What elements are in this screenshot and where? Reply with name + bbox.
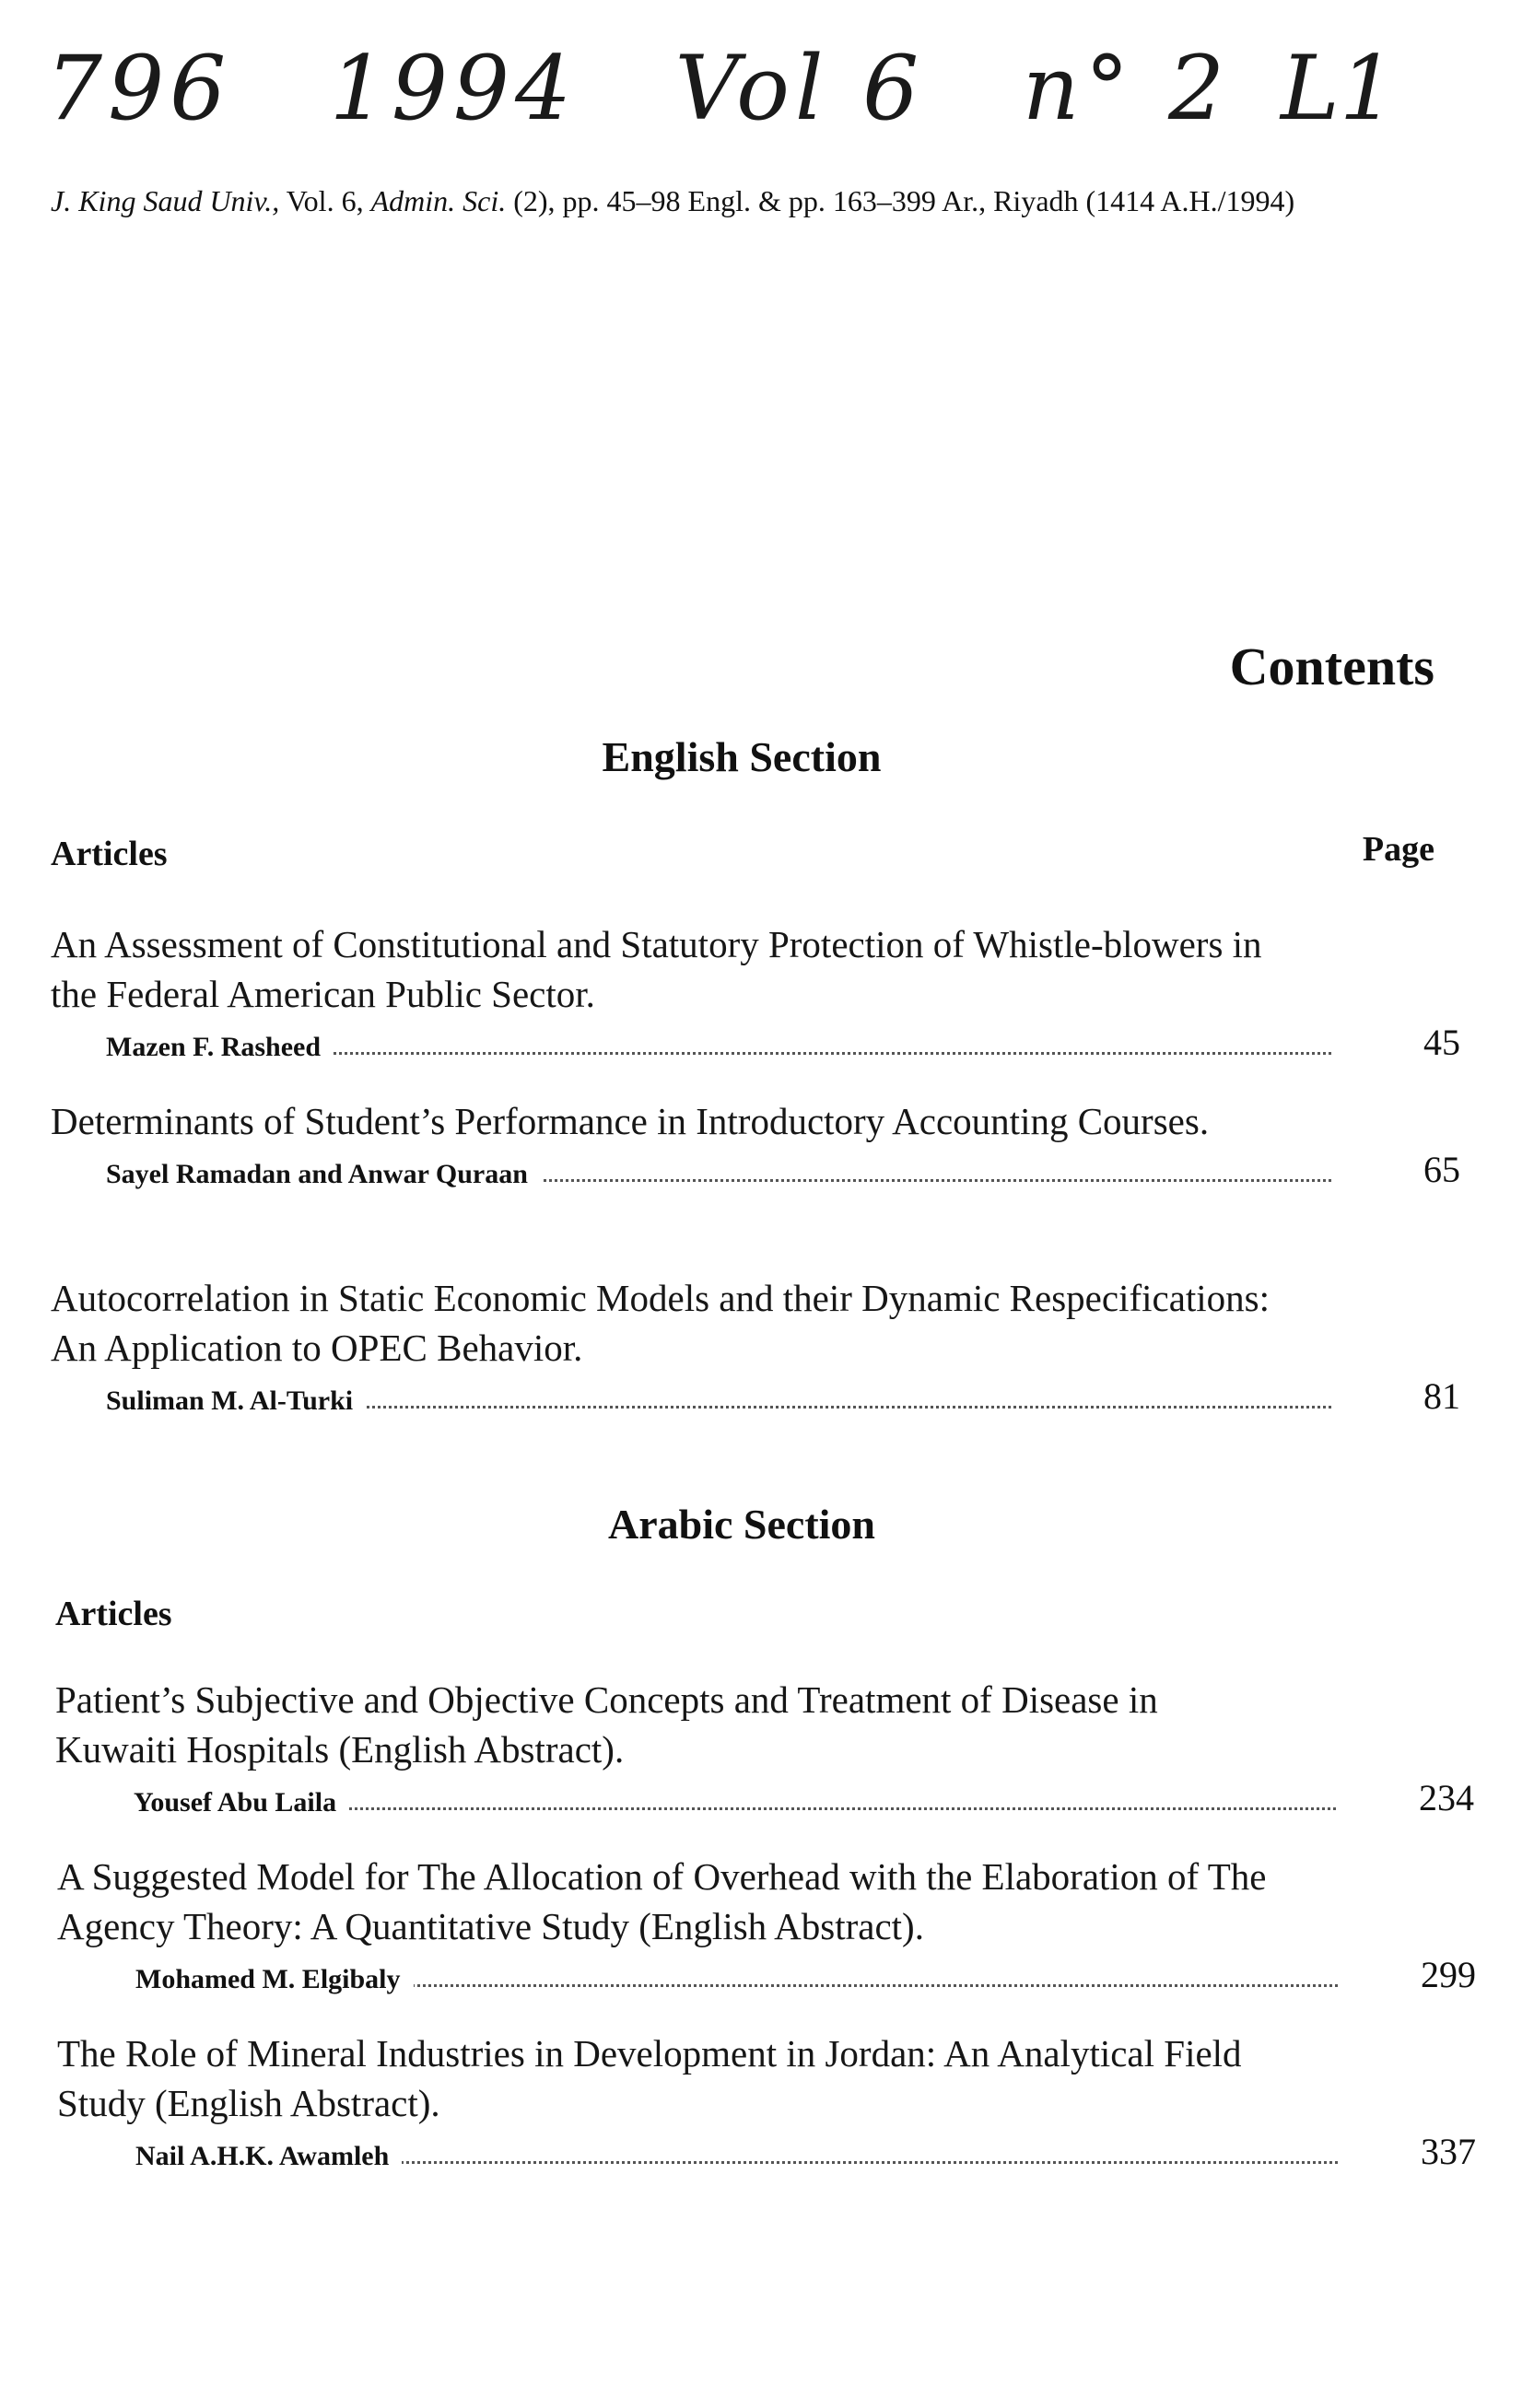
- article-page-number: 45: [1423, 1022, 1460, 1063]
- article-author: Nail A.H.K. Awamleh: [135, 2141, 402, 2172]
- handwritten-volume: Vol 6: [674, 37, 925, 140]
- article-page-number: 234: [1419, 1777, 1474, 1818]
- article-page-number: 337: [1421, 2131, 1476, 2172]
- article-title: Patient’s Subjective and Objective Concepts and Treatment of Disease in Kuwaiti Hospitals (English Abstract).: [55, 1678, 1158, 1771]
- article-title: The Role of Mineral Industries in Development in Jordan: An Analytical Field Study (English Abstract).: [57, 2032, 1242, 2124]
- handwritten-year: 1994: [329, 37, 578, 140]
- arabic-articles-label: Articles: [55, 1595, 172, 1633]
- citation-series: Admin. Sci.: [370, 184, 507, 217]
- toc-entry: [51, 1273, 1460, 1424]
- article-author: Suliman M. Al-Turki: [106, 1385, 366, 1417]
- journal-citation: [51, 184, 1294, 218]
- article-title: Determinants of Student’s Performance in Introductory Accounting Courses.: [51, 1100, 1210, 1142]
- toc-entry: [57, 2028, 1476, 2180]
- english-section-title: English Section: [602, 733, 882, 780]
- citation-volume: Vol. 6,: [279, 184, 371, 217]
- page-title: Contents: [1229, 637, 1434, 696]
- page-column-label: Page: [1362, 830, 1434, 869]
- article-page-number: 81: [1423, 1375, 1460, 1417]
- handwritten-catalog-number: 796: [46, 37, 232, 140]
- citation-journal: J. King Saud Univ.,: [51, 184, 280, 217]
- arabic-section-title: Arabic Section: [607, 1501, 875, 1548]
- handwritten-issue: n° 2: [1022, 37, 1231, 140]
- article-author: Mazen F. Rasheed: [106, 1032, 334, 1063]
- article-author: Mohamed M. Elgibaly: [135, 1964, 414, 1995]
- toc-entry: [51, 1096, 1460, 1198]
- citation-details: (2), pp. 45–98 Engl. & pp. 163–399 Ar., Riyadh (1414 A.H./1994): [506, 184, 1295, 217]
- handwritten-note: [46, 37, 1294, 140]
- english-articles-label: Articles: [51, 835, 168, 873]
- article-title: An Assessment of Constitutional and Statutory Protection of Whistle-blowers in the Federal American Public Sector.: [51, 923, 1262, 1015]
- article-title: Autocorrelation in Static Economic Models and their Dynamic Respecifications: An Application to OPEC Behavior.: [51, 1277, 1271, 1369]
- handwritten-mark: L1: [1281, 37, 1396, 140]
- article-author: Yousef Abu Laila: [134, 1787, 349, 1818]
- article-page-number: 65: [1423, 1149, 1460, 1190]
- article-author: Sayel Ramadan and Anwar Quraan: [106, 1159, 541, 1190]
- toc-entry: [55, 1675, 1474, 1826]
- toc-entry: [51, 919, 1460, 1070]
- toc-entry: [57, 1852, 1476, 2003]
- article-title: A Suggested Model for The Allocation of Overhead with the Elaboration of The Agency Theory: A Quantitative Study (English Abstract).: [57, 1855, 1267, 1947]
- article-page-number: 299: [1421, 1954, 1476, 1995]
